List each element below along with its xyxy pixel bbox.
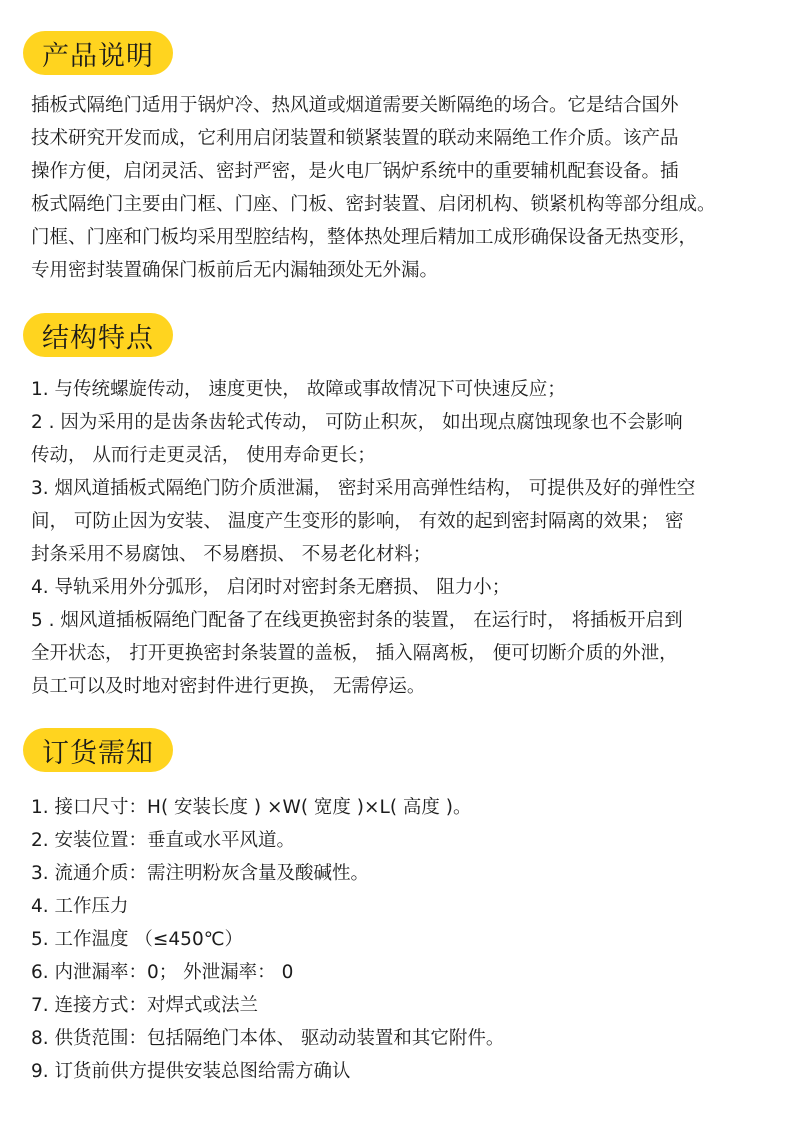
text-line: 操作方便，启闭灵活、密封严密，是火电厂锅炉系统中的重要辅机配套设备。插	[31, 161, 679, 182]
text-line: 板式隔绝门主要由门框、门座、门板、密封装置、启闭机构、锁紧机构等部分组成。	[31, 194, 716, 215]
text-line: 封条采用不易腐蚀、 不易磨损、 不易老化材料；	[31, 544, 432, 565]
text-line: 8. 供货范围：包括隔绝门本体、 驱动动装置和其它附件。	[31, 1028, 505, 1049]
text-line: 9. 订货前供方提供安装总图给需方确认	[31, 1061, 351, 1082]
section-heading: 结构特点	[23, 313, 173, 357]
text-line: 插板式隔绝门适用于锅炉冷、热风道或烟道需要关断隔绝的场合。它是结合国外	[31, 95, 679, 116]
text-line: 1. 接口尺寸：H( 安装长度 ) ×W( 宽度 )×L( 高度 )。	[31, 797, 472, 818]
text-line: 员工可以及时地对密封件进行更换， 无需停运。	[31, 676, 426, 697]
text-line: 间， 可防止因为安装、 温度产生变形的影响， 有效的起到密封隔离的效果； 密	[31, 511, 684, 532]
section-body	[31, 373, 771, 703]
section-body	[31, 791, 771, 1088]
section-heading: 产品说明	[23, 31, 173, 75]
text-line: 5 . 烟风道插板隔绝门配备了在线更换密封条的装置， 在运行时， 将插板开启到	[31, 610, 683, 631]
text-line: 3. 烟风道插板式隔绝门防介质泄漏， 密封采用高弹性结构， 可提供及好的弹性空	[31, 478, 696, 499]
text-line: 2 . 因为采用的是齿条齿轮式传动， 可防止积灰， 如出现点腐蚀现象也不会影响	[31, 412, 683, 433]
text-line: 6. 内泄漏率：0； 外泄漏率： 0	[31, 962, 294, 983]
section-heading: 订货需知	[23, 728, 173, 772]
text-line: 专用密封装置确保门板前后无内漏轴颈处无外漏。	[31, 260, 439, 281]
text-line: 全开状态， 打开更换密封条装置的盖板， 插入隔离板， 便可切断介质的外泄，	[31, 643, 678, 664]
text-line: 1. 与传统螺旋传动， 速度更快， 故障或事故情况下可快速反应；	[31, 379, 566, 400]
text-line: 门框、门座和门板均采用型腔结构，整体热处理后精加工成形确保设备无热变形，	[31, 227, 698, 248]
text-line: 2. 安装位置：垂直或水平风道。	[31, 830, 296, 851]
text-line: 7. 连接方式：对焊式或法兰	[31, 995, 259, 1016]
text-line: 5. 工作温度 （≤450℃）	[31, 929, 244, 950]
text-line: 3. 流通介质：需注明粉灰含量及酸碱性。	[31, 863, 370, 884]
text-line: 4. 导轨采用外分弧形， 启闭时对密封条无磨损、 阻力小；	[31, 577, 511, 598]
text-line: 传动， 从而行走更灵活， 使用寿命更长；	[31, 445, 376, 466]
section-body	[31, 89, 771, 287]
text-line: 技术研究开发而成，它利用启闭装置和锁紧装置的联动来隔绝工作介质。该产品	[31, 128, 679, 149]
text-line: 4. 工作压力	[31, 896, 129, 917]
